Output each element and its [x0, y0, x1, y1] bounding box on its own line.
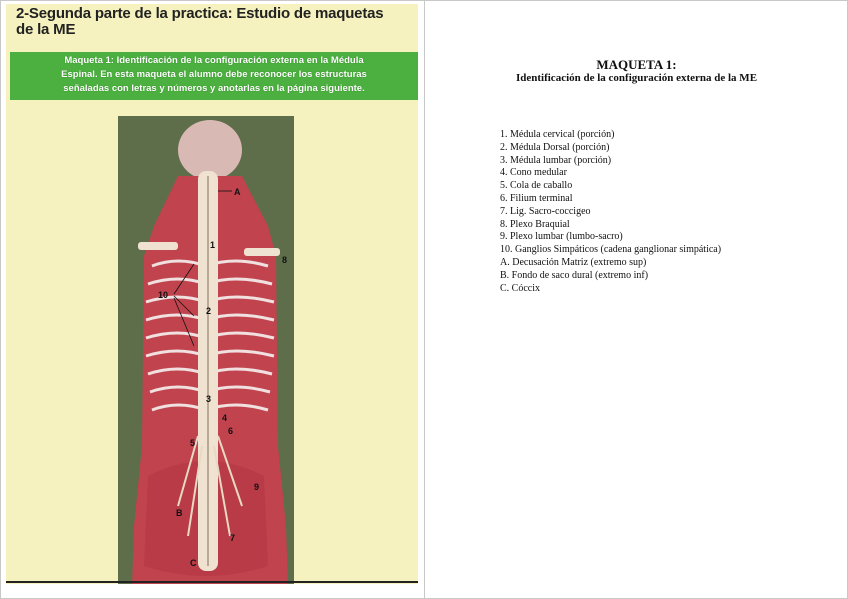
- legend-item: 2. Médula Dorsal (porción): [500, 141, 610, 153]
- banner-line-1: Maqueta 1: Identificación de la configuración externa en la Médula: [64, 55, 364, 66]
- banner-line-3: señaladas con letras y números y anotarlas en la página siguiente.: [63, 83, 365, 94]
- left-arm-stub: [138, 242, 178, 250]
- legend-item: 10. Ganglios Simpáticos (cadena ganglionar simpática): [500, 244, 722, 256]
- label-4: 4: [222, 413, 228, 423]
- label-6: 6: [228, 426, 234, 436]
- label-7: 7: [230, 533, 236, 543]
- legend-item: C. Cóccix: [500, 282, 540, 294]
- spinal-model-photo: [118, 116, 294, 584]
- legend-item: 9. Plexo lumbar (lumbo-sacro): [500, 231, 623, 243]
- heading-line-1: 2-Segunda parte de la practica: Estudio de maquetas: [16, 5, 384, 22]
- legend-item: A. Decusación Matriz (extremo sup): [500, 256, 647, 268]
- structure-legend: [500, 129, 721, 295]
- legend-item: 6. Filium terminal: [500, 192, 573, 204]
- legend-item: B. Fondo de saco dural (extremo inf): [500, 269, 649, 281]
- model-title: MAQUETA 1:: [596, 57, 677, 72]
- instruction-banner: [10, 52, 418, 100]
- left-page: [6, 4, 418, 584]
- label-10: 10: [158, 290, 169, 300]
- label-C: C: [190, 558, 197, 568]
- right-arm-stub: [244, 248, 280, 256]
- legend-item: 1. Médula cervical (porción): [500, 129, 615, 140]
- spinal-model-illustration: [118, 116, 294, 584]
- legend-item: 7. Lig. Sacro-coccigeo: [500, 205, 591, 217]
- legend-item: 5. Cola de caballo: [500, 180, 573, 192]
- page-divider: [424, 0, 425, 599]
- model-subtitle: Identificación de la configuración externa de la ME: [515, 72, 758, 84]
- label-5: 5: [190, 438, 196, 448]
- label-A: A: [234, 187, 241, 197]
- heading-line-2: de la ME: [16, 21, 76, 38]
- legend-item: 8. Plexo Braquial: [500, 218, 570, 230]
- legend-item: 3. Médula lumbar (porción): [500, 154, 612, 166]
- page-bottom-rule: [6, 581, 418, 583]
- label-2: 2: [206, 306, 212, 316]
- section-heading: [16, 6, 396, 38]
- legend-item: 4. Cono medular: [500, 167, 567, 179]
- label-B: B: [176, 508, 183, 518]
- label-3: 3: [206, 394, 212, 404]
- label-8: 8: [282, 255, 288, 265]
- banner-line-2: Espinal. En esta maqueta el alumno debe reconocer los estructuras: [61, 69, 367, 80]
- label-1: 1: [210, 240, 216, 250]
- label-9: 9: [254, 482, 260, 492]
